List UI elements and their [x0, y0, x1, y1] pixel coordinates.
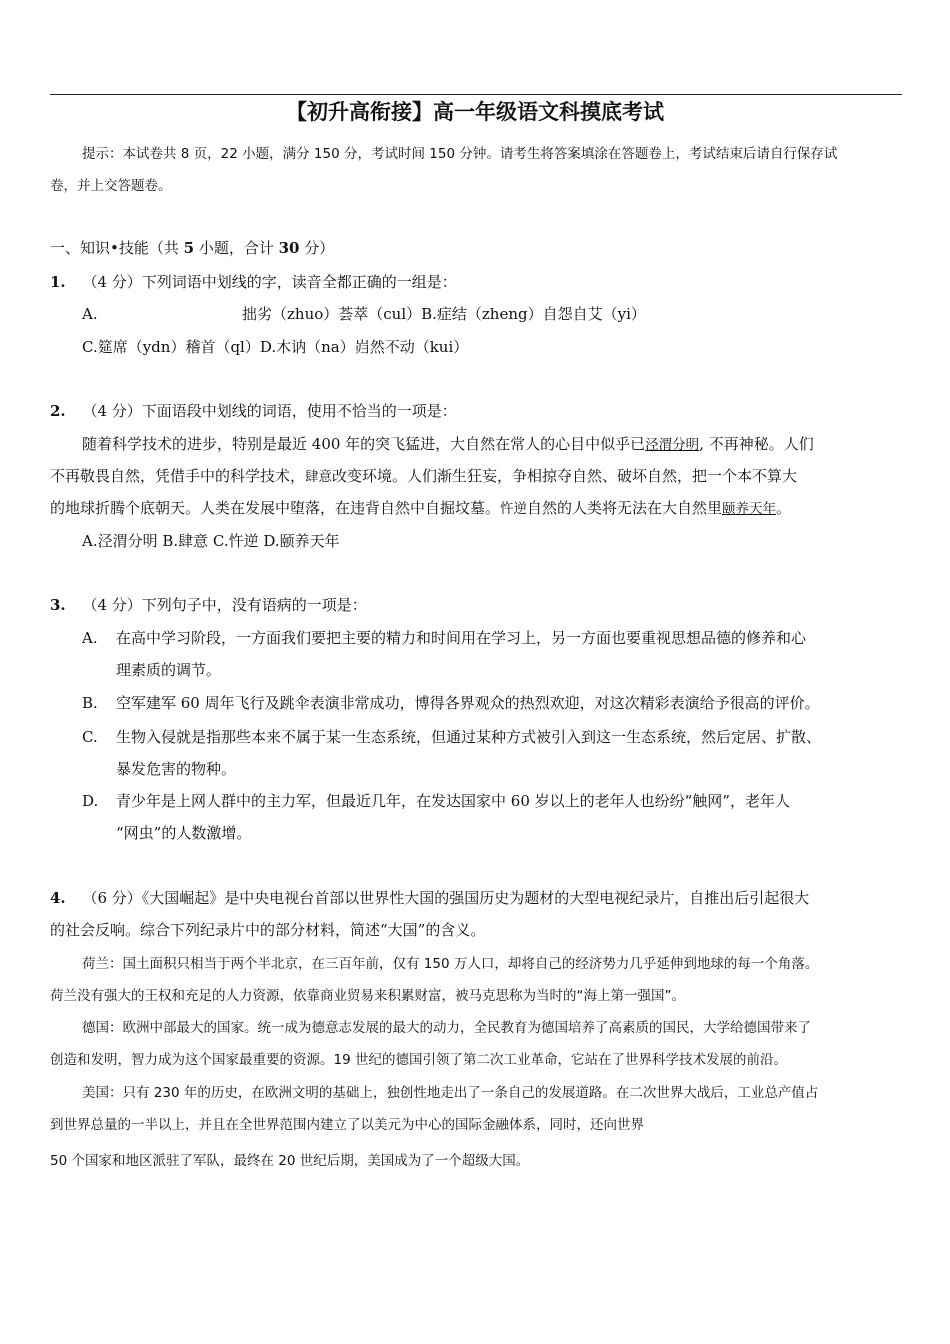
question-3-option-c-line-2: 暴发危害的物种。 [116, 760, 237, 778]
material-usa-line-2: 到世界总量的一半以上，并且在全世界范围内建立了以美元为中心的国际金融体系，同时，还向世界 [50, 1117, 644, 1133]
question-2-passage-line-3: 的地球折腾个底朝天。人类在发展中堕落，在违背自然中自掘坟墓。忤逆自然的人类将无法在大自然里颐养天年。 [50, 499, 792, 517]
question-3-option-a-line-1: 在高中学习阶段，一方面我们要把主要的精力和时间用在学习上，另一方面也要重视思想品德的修养和心 [116, 629, 807, 647]
question-3-option-c-label: C. [82, 728, 98, 746]
section-heading: 一、知识•技能（共 5 小题，合计 30 分） [50, 239, 335, 257]
notice-line-2: 卷，并上交答题卷。 [50, 178, 172, 194]
question-4-stem-line-2: 的社会反响。综合下列纪录片中的部分材料，简述“大国”的含义。 [50, 921, 486, 939]
question-3-option-d-label: D. [82, 792, 99, 810]
material-netherlands-line-2: 荷兰没有强大的王权和充足的人力资源，依靠商业贸易来积累财富，被马克思称为当时的“海上第一强国”。 [50, 988, 685, 1004]
question-3-stem: 3. （4 分）下列句子中，没有语病的一项是： [50, 596, 367, 614]
question-2-stem: 2. （4 分）下面语段中划线的词语，使用不恰当的一项是： [50, 402, 457, 420]
question-3-option-c-line-1: 生物入侵就是指那些本来不属于某一生态系统，但通过某种方式被引入到这一生态系统，然后定居、扩散、 [116, 728, 822, 746]
question-3-option-a-line-2: 理素质的调节。 [116, 661, 222, 679]
material-germany-line-2: 创造和发明，智力成为这个国家最重要的资源。19 世纪的德国引领了第二次工业革命，它站在了世界科学技术发展的前沿。 [50, 1052, 787, 1068]
question-2-passage-line-2: 不再敬畏自然，凭借手中的科学技术，肆意改变环境。人们渐生狂妄，争相掠夺自然、破坏自然，把一个本不算大 [50, 467, 798, 485]
question-3-option-d-line-1: 青少年是上网人群中的主力军，但最近几年，在发达国家中 60 岁以上的老年人也纷纷“触网”，老年人 [116, 792, 790, 810]
material-netherlands-line-1: 荷兰：国土面积只相当于两个半北京，在三百年前，仅有 150 万人口，却将自己的经济势力几乎延伸到地球的每一个角落。 [82, 956, 819, 972]
question-4-stem-line-1: 4. （6 分）《大国崛起》是中央电视台首部以世界性大国的强国历史为题材的大型电视纪录片，自推出后引起很大 [50, 889, 810, 907]
material-usa-line-1: 美国：只有 230 年的历史，在欧洲文明的基础上，独创性地走出了一条自己的发展道路。在二次世界大战后，工业总产值占 [82, 1085, 819, 1101]
material-usa-line-3: 50 个国家和地区派驻了军队，最终在 20 世纪后期，美国成为了一个超级大国。 [50, 1153, 530, 1169]
question-3-option-a-label: A. [82, 629, 98, 647]
question-3-option-b-label: B. [82, 694, 98, 712]
question-1-option-a-label: A. [82, 305, 98, 323]
question-2-passage-line-1: 随着科学技术的进步，特别是最近 400 年的突飞猛进，大自然在常人的心目中似乎已泾渭分明, 不再神秘。人们 [82, 435, 814, 453]
material-germany-line-1: 德国：欧洲中部最大的国家。统一成为德意志发展的最大的动力，全民教育为德国培养了高素质的国民，大学给德国带来了 [82, 1020, 811, 1036]
header-rule [50, 94, 902, 95]
question-1-options-cd: C.筵席（ydn）稽首（ql）D.木讷（na）岿然不动（kui） [82, 338, 469, 356]
question-3-option-b-line-1: 空军建军 60 周年飞行及跳伞表演非常成功，博得各界观众的热烈欢迎，对这次精彩表演给予很高的评价。 [116, 694, 820, 712]
question-3-option-d-line-2: “网虫”的人数激增。 [116, 824, 252, 842]
question-1-stem: 1. （4 分）下列词语中划线的字，读音全都正确的一组是： [50, 273, 457, 291]
exam-title: 【初升高衔接】高一年级语文科摸底考试 [286, 100, 664, 124]
question-1-options-ab: 拙劣（zhuo）荟萃（cul）B.症结（zheng）自怨自艾（yi） [242, 305, 646, 323]
question-2-options: A.泾渭分明 B.肆意 C.忤逆 D.颐养天年 [82, 532, 340, 550]
notice-line-1: 提示：本试卷共 8 页，22 小题，满分 150 分，考试时间 150 分钟。请考生将答案填涂在答题卷上，考试结束后请自行保存试 [82, 146, 838, 162]
